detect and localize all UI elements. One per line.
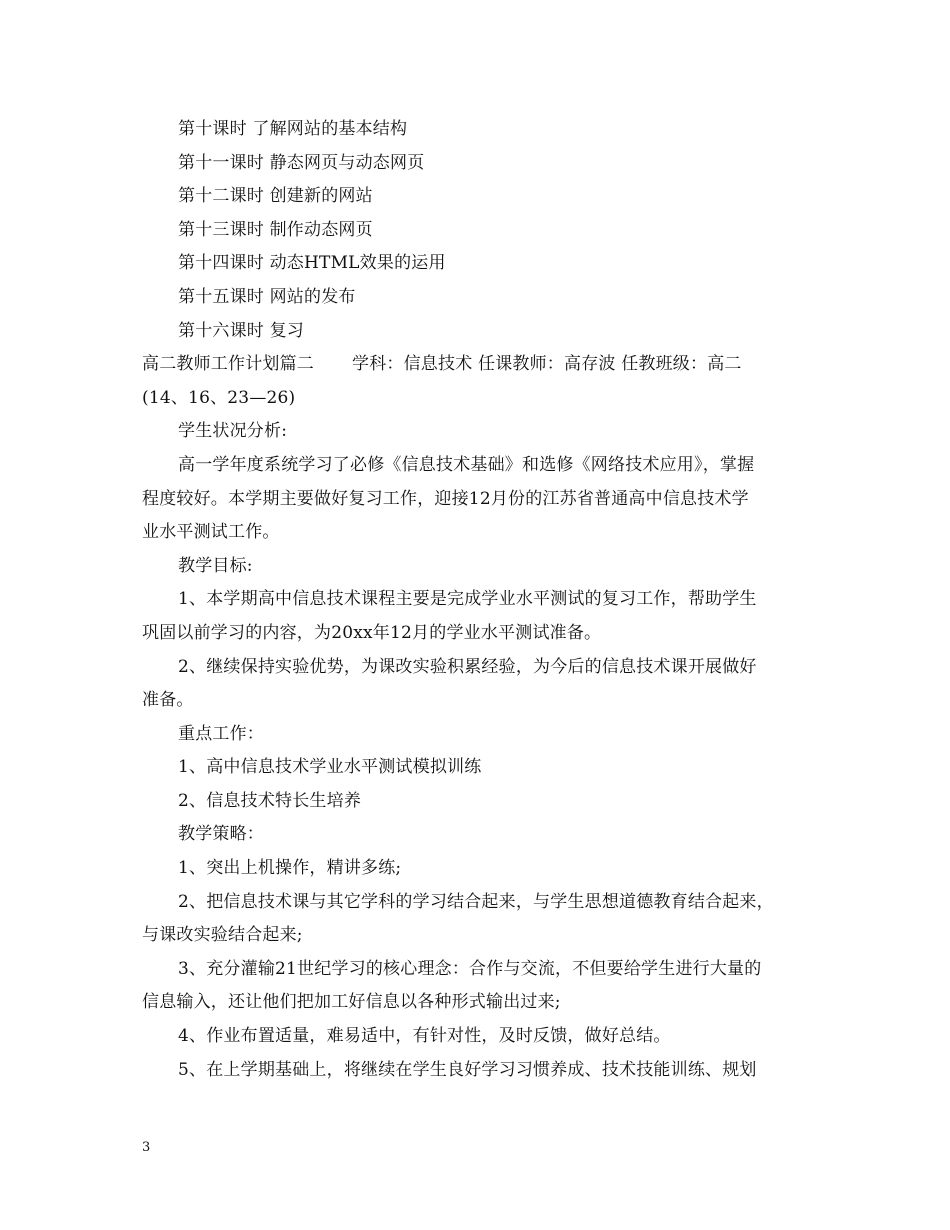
lesson-item: 第十一课时 静态网页与动态网页 bbox=[178, 152, 425, 173]
list-item: 1、突出上机操作，精讲多练; bbox=[178, 858, 402, 879]
paragraph-line: 业水平测试工作。 bbox=[142, 522, 280, 543]
page-number: 3 bbox=[142, 1140, 151, 1155]
lesson-item: 第十课时 了解网站的基本结构 bbox=[178, 119, 408, 139]
section-heading-student-analysis: 学生状况分析: bbox=[178, 421, 288, 442]
list-item: 4、作业布置适量，难易适中，有针对性，及时反馈，做好总结。 bbox=[178, 1026, 671, 1047]
section-heading-teaching-goals: 教学目标: bbox=[178, 555, 253, 576]
paragraph-line: 3、充分灌输21世纪学习的核心理念：合作与交流，不但要给学生进行大量的 bbox=[178, 958, 762, 979]
paragraph-line: 高一学年度系统学习了必修《信息技术基础》和选修《网络技术应用》，掌握 bbox=[178, 454, 755, 475]
document-body bbox=[142, 113, 814, 1087]
plan-header bbox=[142, 348, 814, 382]
paragraph-line: 1、本学期高中信息技术课程主要是完成学业水平测试的复习工作，帮助学生 bbox=[178, 589, 757, 610]
list-item: 5、在上学期基础上，将继续在学生良好学习习惯养成、技术技能训练、规划 bbox=[178, 1059, 757, 1080]
paragraph-line: 与课改实验结合起来; bbox=[142, 925, 303, 946]
section-heading-strategy: 教学策略： bbox=[178, 824, 264, 845]
plan-title: 高二教师工作计划篇二 bbox=[142, 354, 314, 375]
lesson-item: 第十五课时 网站的发布 bbox=[178, 286, 356, 307]
lesson-item: 第十四课时 动态HTML效果的运用 bbox=[178, 253, 446, 274]
paragraph-line: 2、继续保持实验优势，为课改实验积累经验，为今后的信息技术课开展做好 bbox=[178, 656, 757, 677]
plan-header-info: 学科：信息技术 任课教师：高存波 任教班级：高二 bbox=[352, 354, 742, 375]
paragraph-line: 信息输入，还让他们把加工好信息以各种形式输出过来; bbox=[142, 992, 561, 1013]
plan-header-info-cont: (14、16、23—26) bbox=[142, 387, 296, 408]
paragraph-line: 准备。 bbox=[142, 690, 194, 711]
list-item: 2、信息技术特长生培养 bbox=[178, 790, 362, 811]
paragraph-line: 2、把信息技术课与其它学科的学习结合起来，与学生思想道德教育结合起来， bbox=[178, 891, 774, 912]
lesson-item: 第十二课时 创建新的网站 bbox=[178, 186, 373, 207]
lesson-item: 第十三课时 制作动态网页 bbox=[178, 219, 373, 240]
lesson-item: 第十六课时 复习 bbox=[178, 320, 305, 341]
list-item: 1、高中信息技术学业水平测试模拟训练 bbox=[178, 757, 482, 778]
paragraph-line: 程度较好。本学期主要做好复习工作，迎接12月份的江苏省普通高中信息技术学 bbox=[142, 488, 749, 509]
section-heading-key-work: 重点工作： bbox=[178, 723, 264, 744]
paragraph-line: 巩固以前学习的内容，为20xx年12月的学业水平测试准备。 bbox=[142, 622, 602, 643]
